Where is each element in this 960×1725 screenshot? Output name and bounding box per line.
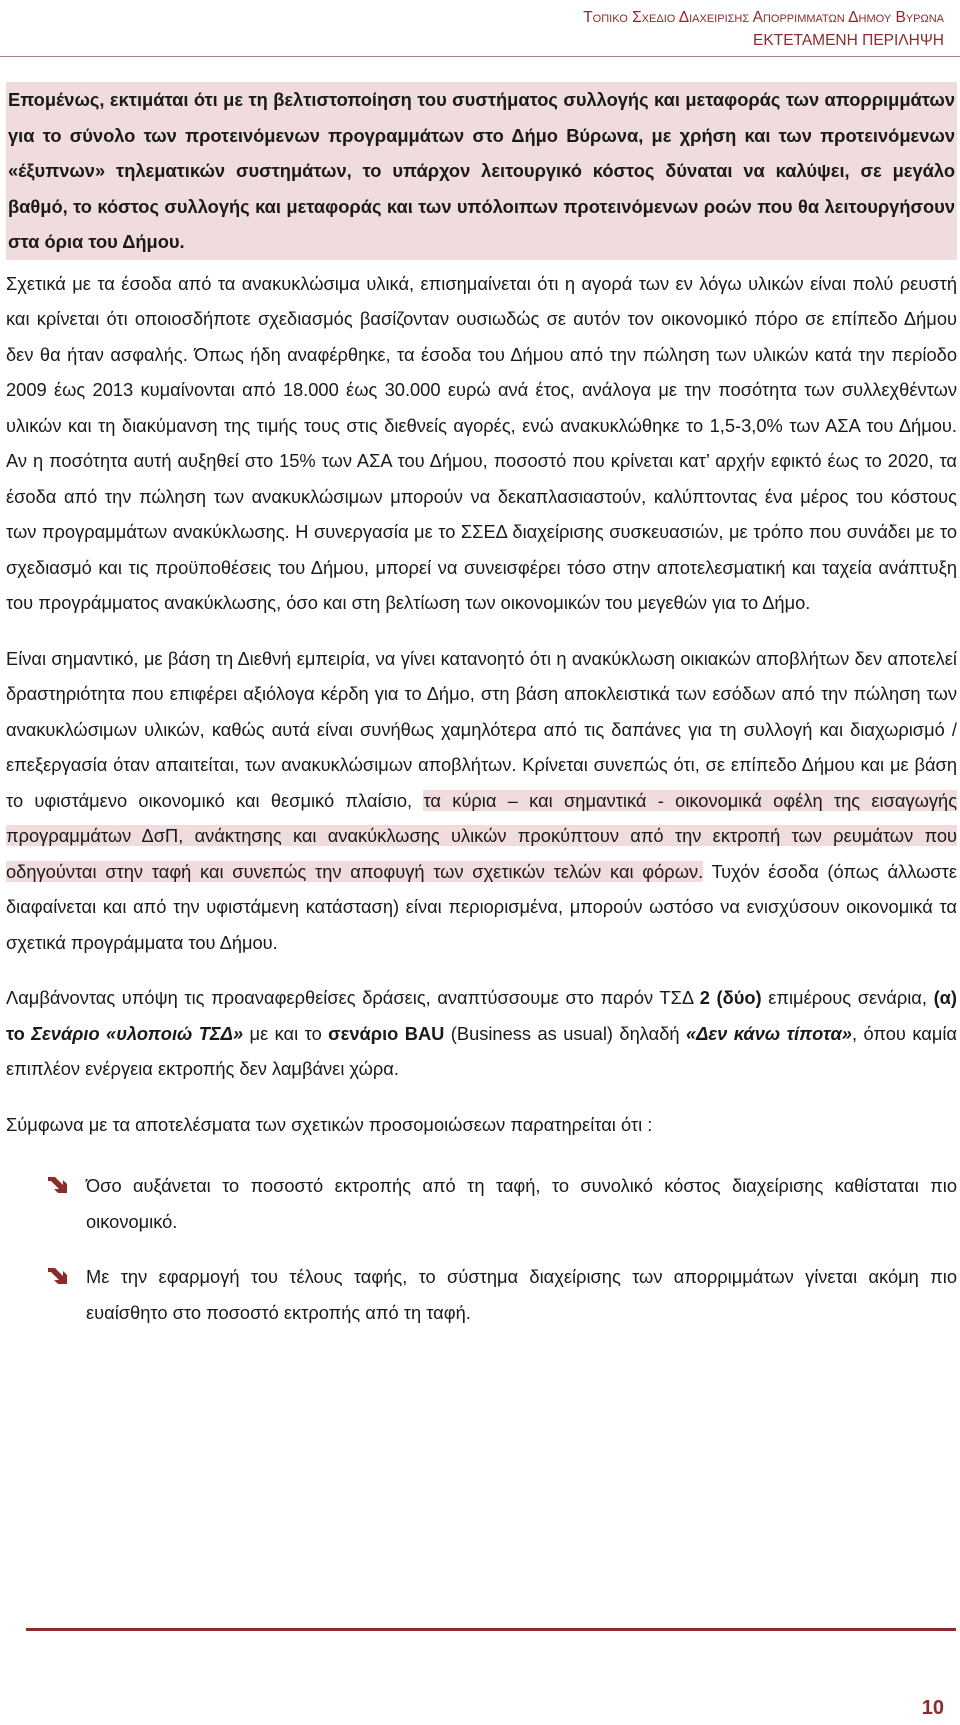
bullet-text: Όσο αυξάνεται το ποσοστό εκτροπής από τη ταφή, το συνολικό κόστος διαχείρισης καθίσταται πιο οικονομικό. [86,1175,957,1232]
paragraph-text: Λαμβάνοντας υπόψη τις προαναφερθείσες δράσεις, αναπτύσσουμε στο παρόν ΤΣΔ [6,987,700,1008]
arrow-down-right-icon [46,1265,68,1287]
scenario-name: σενάριο BAU [328,1022,445,1044]
scenario-name: Σενάριο «υλοποιώ ΤΣΔ» [31,1022,244,1044]
footer-divider [26,1628,956,1631]
highlighted-text: τα κύρια – και σημαντικά - οικονομικά οφέλη της εισαγωγής προγραμμάτων ΔσΠ, ανάκτησης και ανακύκλωσης υλικών προκύπτουν από την εκτροπή των ρευμάτων που οδηγούνται στην ταφή και συνεπώς την αποφυγή των σχετικών τελών και φόρων. [6,789,958,882]
scenario-name: «Δεν κάνω τίποτα» [685,1022,852,1044]
page-body [6,82,957,1350]
paragraph-text: Τυχόν έσοδα (όπως άλλωστε διαφαίνεται και από την υφιστάμενη κατάσταση) είναι περιορισμένα, μπορούν ωστόσο να ενισχύσουν οικονομικά τα σχετικά προγράμματα του Δήμου. [6,860,957,953]
page-number: 10 [921,1697,944,1719]
bold-text: 2 (δύο) [699,987,762,1008]
arrow-down-right-icon [46,1174,68,1196]
paragraph-text: Είναι σημαντικό, με βάση τη Διεθνή εμπειρία, να γίνει κατανοητό ότι η ανακύκλωση οικιακών αποβλήτων δεν αποτελεί δραστηριότητα που επιφέρει αξιόλογα κέρδη για το Δήμο, στη βάση αποκλειστικά των εσόδων από την πώληση των ανακυκλώσιμων υλικών, καθώς αυτά είναι συνήθως χαμηλότερα από τις δαπάνες για τη συλλογή και διαχωρισμό / επεξεργασία όταν απαιτείται, των ανακυκλώσιμων αποβλήτων. Κρίνεται συνεπώς ότι, σε επίπεδο Δήμου και με βάση το υφιστάμενο οικονομικό και θεσμικό πλαίσιο, [6,647,957,811]
bullet-text: Με την εφαρμογή του τέλους ταφής, το σύστημα διαχείρισης των απορριμμάτων γίνεται ακόμη πιο ευαίσθητο στο ποσοστό εκτροπής από τη ταφή. [86,1266,957,1323]
list-item [6,1168,957,1239]
paragraph-economic-benefits [6,641,957,961]
header-document-title: Τοπικο Σχεδιο Διαχειρισης Απορριμματων Δημου Βυρωνα [583,9,944,26]
bold-text: (α) το [6,987,957,1044]
running-header [583,6,944,52]
paragraph-recycling-revenue: Σχετικά με τα έσοδα από τα ανακυκλώσιμα υλικά, επισημαίνεται ότι η αγορά των εν λόγω υλικών είναι πολύ ρευστή και κρίνεται ότι οποιοσδήποτε σχεδιασμός βασίζονταν ουσιωδώς σε αυτόν τον οικονομικό πόρο σε επίπεδο Δήμου δεν θα ήταν ασφαλής. Όπως ήδη αναφέρθηκε, τα έσοδα του Δήμου από την πώληση των υλικών κατά την περίοδο 2009 έως 2013 κυμαίνονται από 18.000 έως 30.000 ευρώ ανά έτος, ανάλογα με την ποσότητα των συλλεχθέντων υλικών και τη διακύμανση της τιμής τους στις διεθνείς αγορές, ενώ ανακυκλώθηκε το 1,5-3,0% των ΑΣΑ του Δήμου. Αν η ποσότητα αυτή αυξηθεί στο 15% των ΑΣΑ του Δήμου, ποσοστό που κρίνεται κατ’ αρχήν εφικτό έως το 2020, τα έσοδα από την πώληση των ανακυκλώσιμων μπορούν να δεκαπλασιαστούν, καλύπτοντας ένα μέρος του κόστους των προγραμμάτων ανακύκλωσης. Η συνεργασία με το ΣΣΕΔ διαχείρισης συσκευασιών, με τρόπο που συνάδει με το σχεδιασμό και τις προϋποθέσεις του Δήμου, μπορεί να συνεισφέρει τόσο στην αποτελεσματική και ταχεία ανάπτυξη του προγράμματος ανακύκλωσης, όσο και στη βελτίωση των οικονομικών του μεγεθών για το Δήμο. [6,272,957,613]
paragraph-simulation-intro: Σύμφωνα με τα αποτελέσματα των σχετικών προσομοιώσεων παρατηρείται ότι : [6,1113,653,1135]
paragraph-text: επιμέρους σενάρια, [761,987,934,1008]
header-section-title: ΕΚΤΕΤΑΜΕΝΗ ΠΕΡΙΛΗΨΗ [753,32,944,49]
paragraph-text: με και το [243,1022,329,1044]
paragraph-scenarios [6,980,957,1087]
highlighted-paragraph: Επομένως, εκτιμάται ότι με τη βελτιστοποίηση του συστήματος συλλογής και μεταφοράς των απορριμμάτων για το σύνολο των προτεινόμενων προγραμμάτων στο Δήμο Βύρωνα, με χρήση και των προτεινόμενων «έξυπνων» τηλεματικών συστημάτων, το υπάρχον λειτουργικό κόστος δύναται να καλύψει, σε μεγάλο βαθμό, το κόστος συλλογής και μεταφοράς και των υπόλοιπων προτεινόμενων ροών που θα λειτουργήσουν στα όρια του Δήμου. [6,82,957,260]
paragraph-text: (Business as usual) δηλαδή [444,1022,686,1044]
paragraph-text: , όπου καμία επιπλέον ενέργεια εκτροπής δεν λαμβάνει χώρα. [6,1022,957,1079]
list-item [6,1259,957,1330]
header-divider [0,56,960,57]
bullet-list [6,1168,957,1330]
